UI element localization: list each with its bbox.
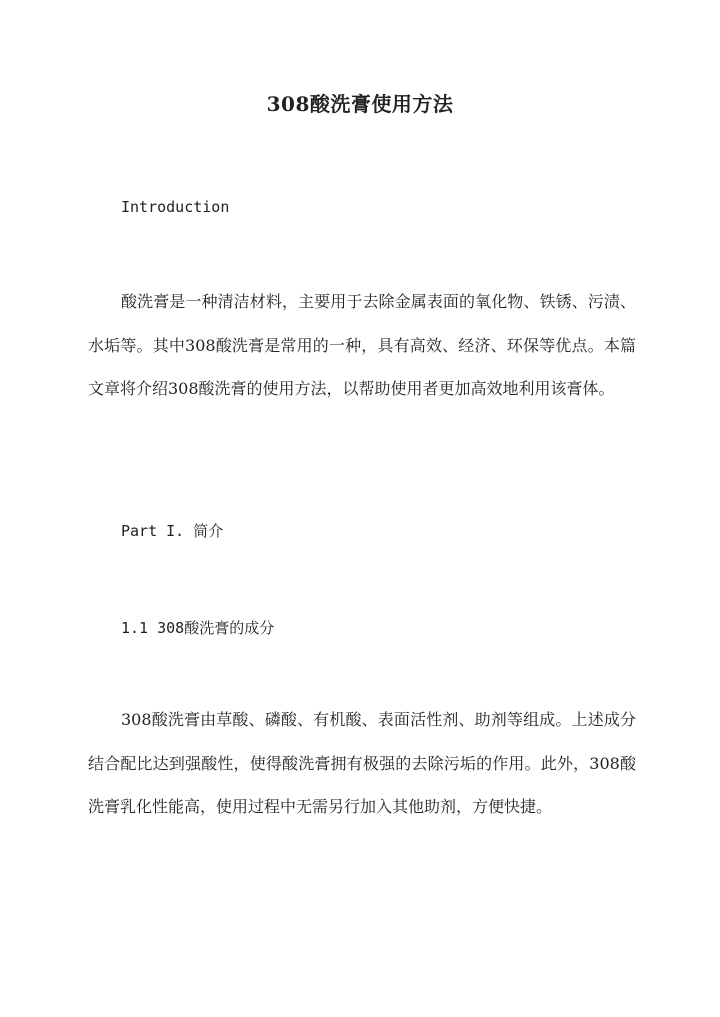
document-title: 308酸洗膏使用方法 [266,92,454,116]
paragraph-intro: 酸洗膏是一种清洁材料，主要用于去除金属表面的氧化物、铁锈、污渍、水垢等。其中308酸洗膏是常用的一种，具有高效、经济、环保等优点。本篇文章将介绍308酸洗膏的使用方法，以帮助使用者更加高效地利用该膏体。 [88,292,636,398]
heading-1-1: 1.1 308酸洗膏的成分 [121,619,275,637]
heading-introduction: Introduction [121,198,230,216]
paragraph-composition: 308酸洗膏由草酸、磷酸、有机酸、表面活性剂、助剂等组成。上述成分结合配比达到强酸性，使得酸洗膏拥有极强的去除污垢的作用。此外，308酸洗膏乳化性能高，使用过程中无需另行加入其他助剂，方便快捷。 [88,710,636,816]
heading-part-1: Part I. 简介 [121,522,224,540]
